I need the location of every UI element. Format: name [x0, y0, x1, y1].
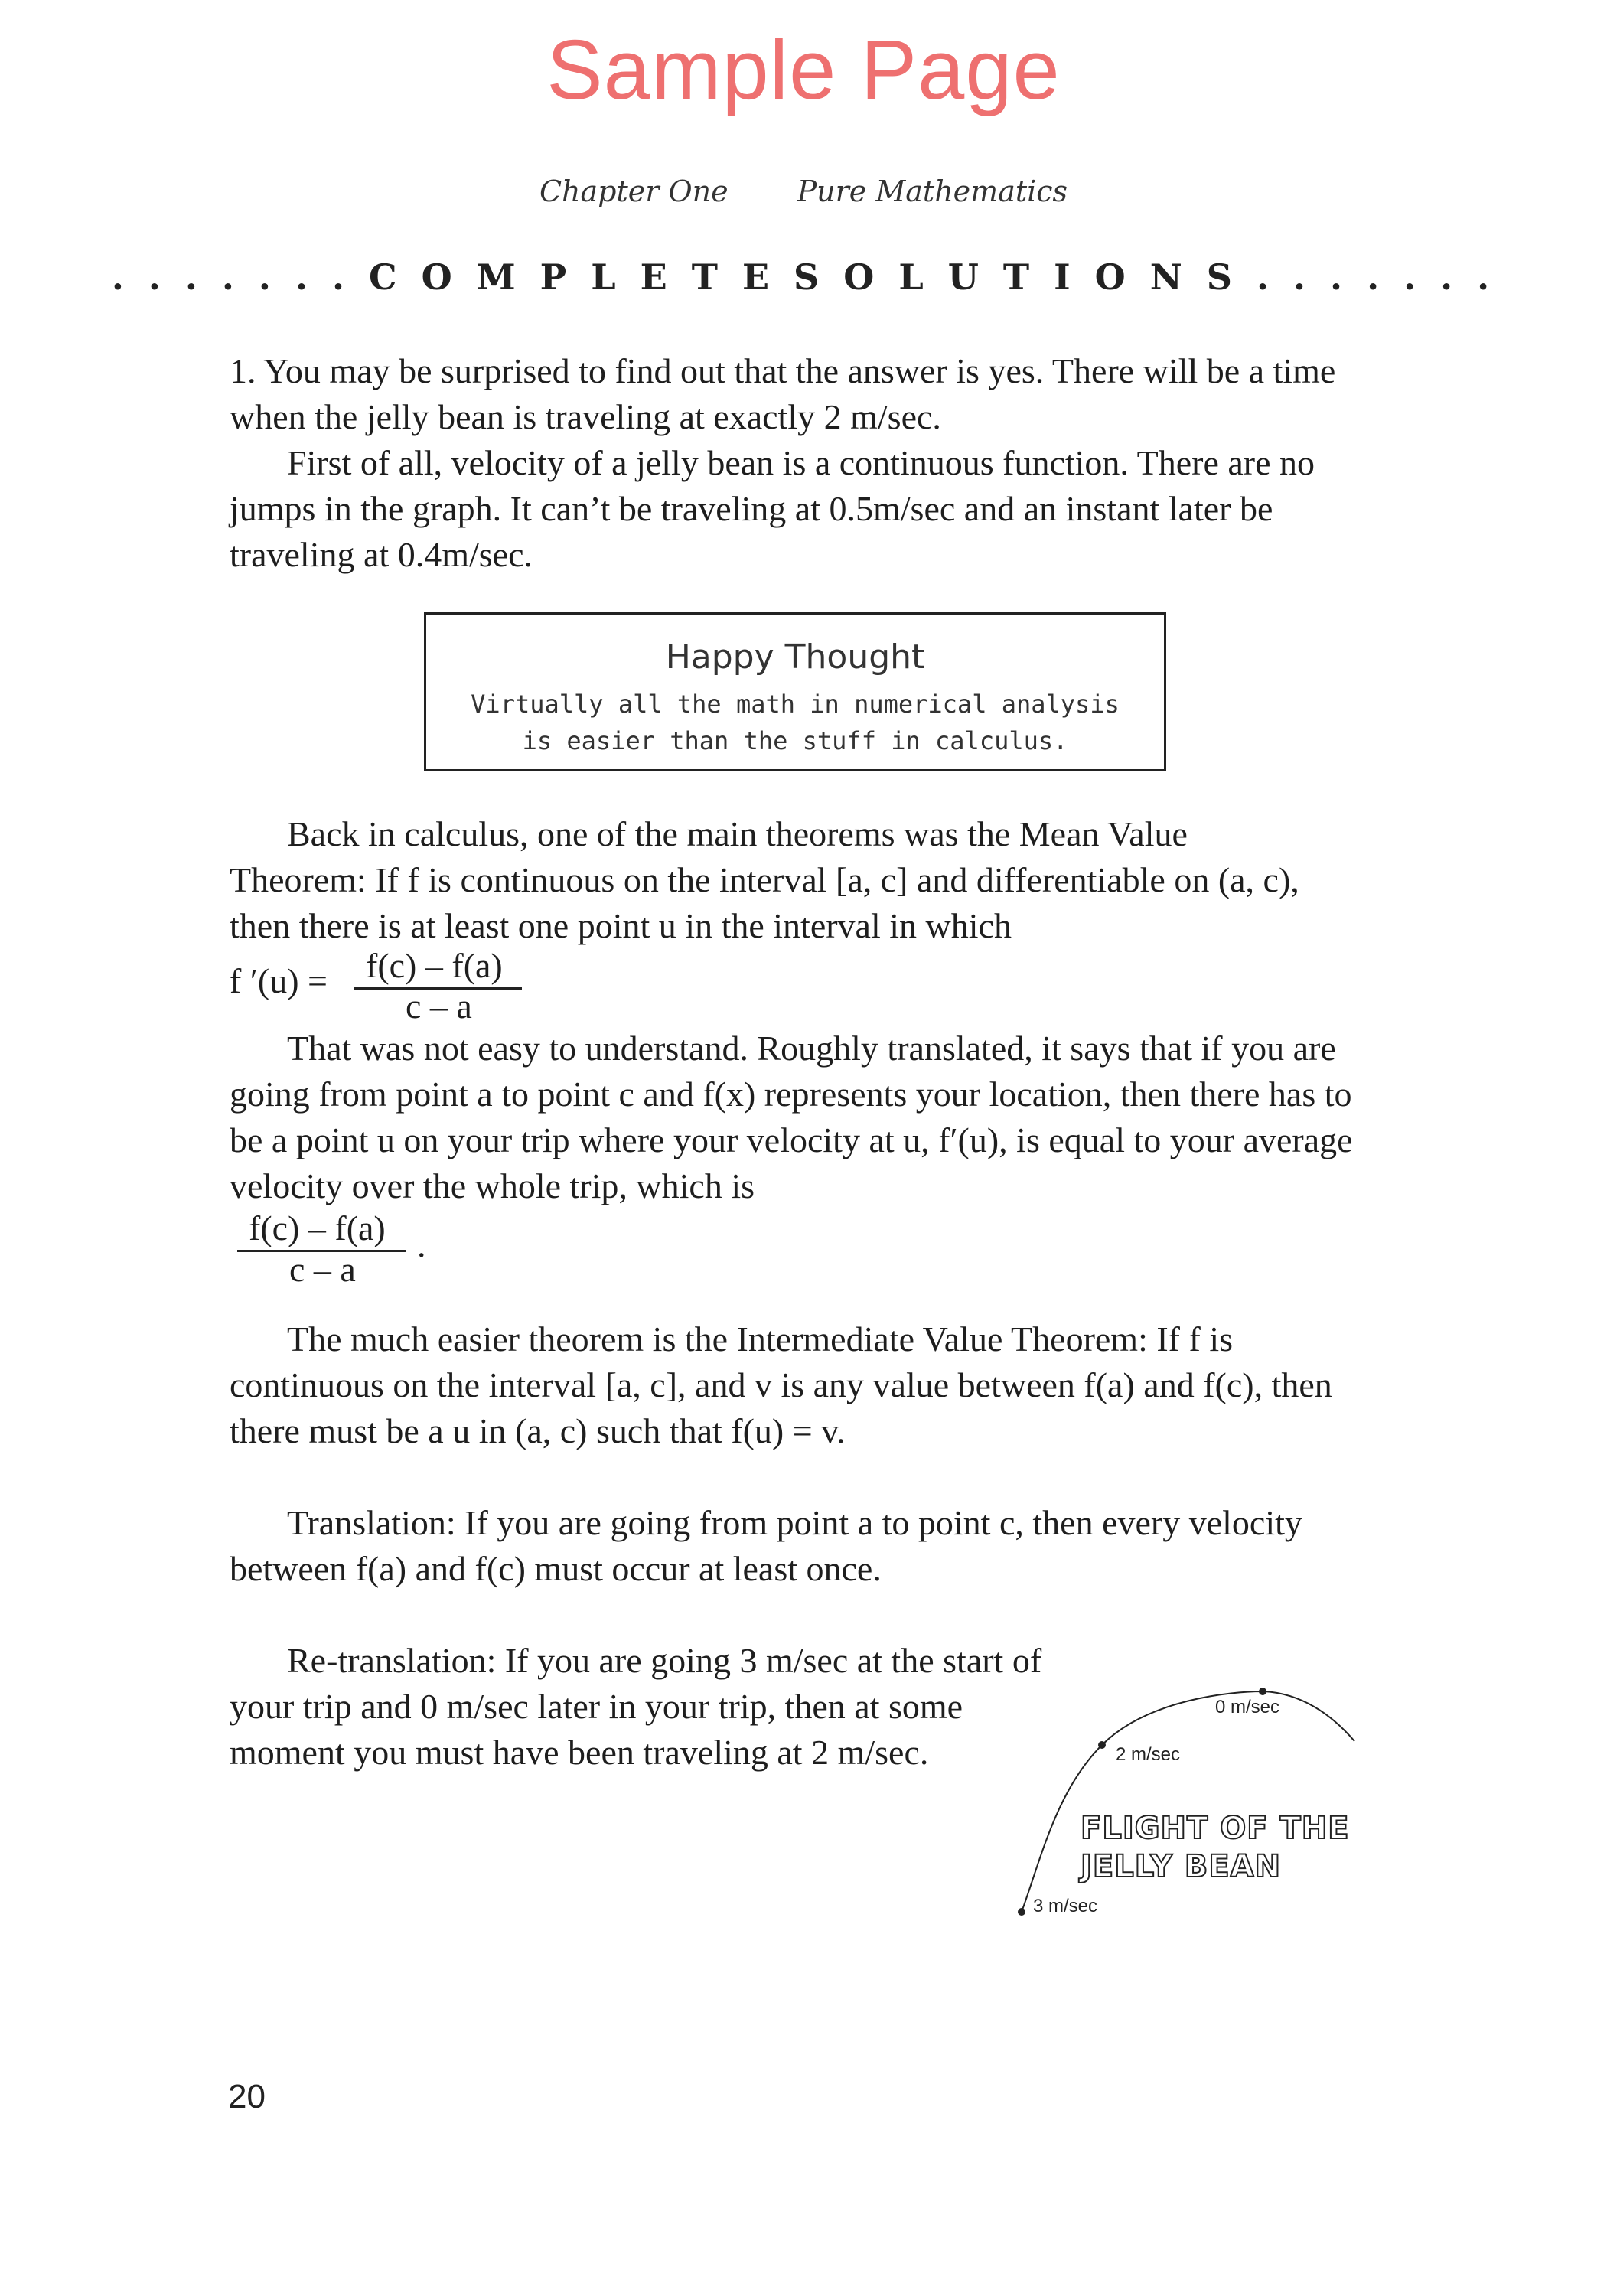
jelly-bean-flight-figure: [995, 1668, 1393, 1929]
paragraph-answer-intro: 1. You may be surprised to find out that the answer is yes. There will be a time when the jelly bean is traveling at exactly 2 m/sec.: [230, 351, 1336, 436]
paragraph-mean-value-theorem: Back in calculus, one of the main theorems was the Mean Value Theorem: If f is continuous on the interval [a, c] and differentiable on (a, c), then there is at least one point u in the interval in which: [230, 814, 1299, 945]
paragraph-translation-mvt: That was not easy to understand. Roughly translated, it says that if you are going from point a to point c and f(x) represents your location, then there has to be a point u on your trip where your velocity at u, f′(u), is equal to your average velocity over the whole trip, which is: [230, 1029, 1353, 1205]
label-start-velocity: 3 m/sec: [1033, 1896, 1098, 1916]
mvt-numerator: f(c) – f(a): [366, 946, 503, 985]
paragraph-continuity: First of all, velocity of a jelly bean is a continuous function. There are no jumps in the graph. It can’t be traveling at 0.5m/sec and an instant later be traveling at 0.4m/sec.: [230, 443, 1315, 574]
paragraph-retranslation: Re-translation: If you are going 3 m/sec at the start of your trip and 0 m/sec later in your trip, then at some moment you must have been traveling at 2 m/sec.: [230, 1641, 1042, 1772]
happy-thought-line-1: Virtually all the math in numerical analysis: [471, 690, 1120, 719]
label-zero-velocity: 0 m/sec: [1215, 1697, 1280, 1717]
running-header: [0, 174, 1607, 208]
figure-title-line-1: FLIGHT OF THE: [1081, 1811, 1350, 1846]
point-start-velocity: [1018, 1908, 1025, 1916]
chapter-title: Chapter One: [539, 174, 729, 208]
mvt-denominator: c – a: [406, 987, 472, 1026]
happy-thought-box: [424, 612, 1166, 771]
book-title: Pure Mathematics: [797, 174, 1068, 208]
sample-page-banner: Sample Page: [546, 23, 1061, 117]
point-zero-velocity: [1259, 1688, 1266, 1695]
mvt-lhs: f ′(u) =: [230, 961, 328, 1000]
point-two-velocity: [1098, 1741, 1106, 1749]
avg-period: .: [417, 1225, 426, 1264]
label-two-velocity: 2 m/sec: [1116, 1744, 1181, 1765]
paragraph-translation: Translation: If you are going from point a to point c, then every velocity between f(a) and f(c) must occur at least once.: [230, 1503, 1302, 1588]
avg-numerator: f(c) – f(a): [249, 1208, 386, 1247]
avg-denominator: c – a: [289, 1250, 356, 1289]
paragraph-intermediate-value-theorem: The much easier theorem is the Intermediate Value Theorem: If f is continuous on the interval [a, c], and v is any value between f(a) and f(c), then there must be a u in (a, c) such that f(u) = v.: [230, 1319, 1332, 1450]
happy-thought-title: Happy Thought: [665, 638, 925, 677]
section-heading: . . . . . . . C O M P L E T E S O L U T I O N S . . . . . . .: [111, 256, 1496, 298]
happy-thought-line-2: is easier than the stuff in calculus.: [522, 726, 1068, 755]
page-number: 20: [228, 2078, 266, 2115]
figure-title-line-2: JELLY BEAN: [1081, 1849, 1282, 1884]
